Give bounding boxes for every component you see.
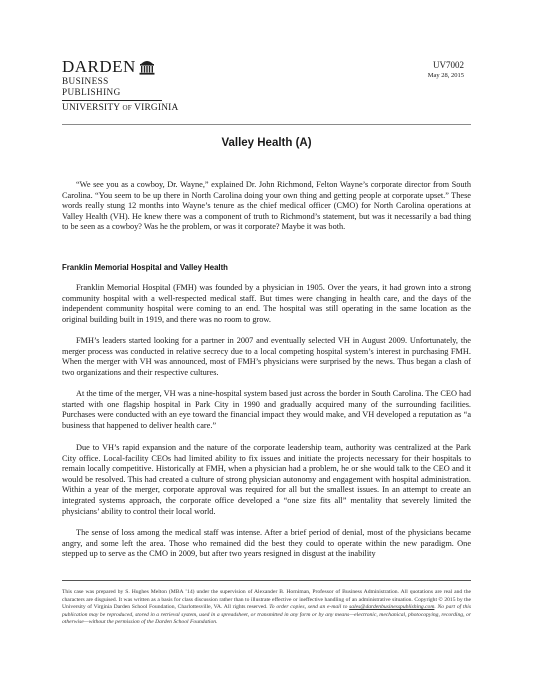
paragraph-fmh-founding: Franklin Memorial Hospital (FMH) was founded by a physician in 1905. Over the years, it had grown into a strong community hospital with a well-respected medical staff. But times were changing in health care, and the days of the independent community hospital were coming to an end. The hospital was still operating in the same location as the original building built in 1919, and there was no room to grow. <box>62 283 471 324</box>
document-number: UV7002 <box>433 60 464 70</box>
section-heading: Franklin Memorial Hospital and Valley Health <box>62 263 228 272</box>
paragraph-intro: “We see you as a cowboy, Dr. Wayne,” explained Dr. John Richmond, Felton Wayne’s corporate director from South Carolina. “You seem to be up there in North Carolina doing your own thing and getting people at corporate upset.” These words really stung 12 months into Wayne’s tenure as the chief medical officer (CMO) for North Carolina operations at Valley Health (VH). He knew there was a component of truth to Richmond’s statement, but was it necessarily a bad thing to be seen as a cowboy? Was he the problem, or was it corporate? Maybe it was both. <box>62 180 471 232</box>
page-title: Valley Health (A) <box>221 137 312 149</box>
logo-university-of-virginia: UNIVERSITY of VIRGINIA <box>62 103 179 113</box>
header-divider <box>62 124 471 125</box>
paragraph-loss: The sense of loss among the medical staff was intense. After a brief period of denial, most of the physicians became angry, and some left the area. Those who remained did the best they could to operate within the new paradigm. One stepped up to serve as the CMO in 2009, but after two years resigned in disgust at the inability <box>62 528 471 559</box>
paragraph-vh-system: At the time of the merger, VH was a nine-hospital system based just across the border in South Carolina. The CEO had started with one flagship hospital in Park City in 1990 and gradually acquired many of the surrounding facilities. Purchases were conducted with an eye toward the financial impact they would make, and VH developed a reputation as “a business that happened to deliver health care.” <box>62 389 471 430</box>
footer-divider <box>62 580 471 581</box>
document-id-block <box>428 60 464 80</box>
footer-email-link[interactable]: sales@dardenbusinesspublishing.com <box>349 604 435 611</box>
document-date: May 28, 2015 <box>427 72 464 79</box>
paragraph-merger: FMH’s leaders started looking for a partner in 2007 and eventually selected VH in August 2009. Unfortunately, the merger process was conducted in relative secrecy due to a local competing hospital system’s interest in purchasing FMH. When the merger with VH was announced, most of FMH’s physicians were surprised by the news. Thus began a clash of two organizations and their respective cultures. <box>62 336 471 377</box>
footer-rights-text: . No part of this publication may be reproduced, stored in a retrieval system, used in a spreadsheet, or transmitted in any form or by any means—electronic, mechanical, photocopying, recording, or otherwise—without the permission of the Darden School Foundation. <box>62 604 471 626</box>
darden-logo <box>62 57 179 114</box>
footer-order-text: To order copies, send an e-mail to <box>269 604 348 611</box>
footer-copyright <box>62 589 471 627</box>
paragraph-centralization: Due to VH’s rapid expansion and the nature of the corporate leadership team, authority was centralized at the Park City office. Local-facility CEOs had limited ability to fix issues and initiate the projects necessary for their hospitals to remain locally competitive. Historically at FMH, when a physician had a problem, he or she would talk to the CEO and it would be resolved. This had created a culture of strong physician autonomy and engagement with hospital administration. Within a year of the merger, corporate approval was required for all but the smallest issues. In an attempt to create an integrated systems approach, the corporate office developed a “one size fits all” mentality that severely limited the physicians’ ability to control their local world. <box>62 443 471 516</box>
logo-divider <box>62 100 162 101</box>
logo-business-publishing: BUSINESS PUBLISHING <box>62 76 121 97</box>
footer-text: This case was prepared by S. Hughes Melton (MBA ’14) under the supervision of Alexander B. Horniman, Professor of Business Administration. All quotations are real and the characters are disguised. It was written as a basis for class discussion rather than to illustrate effective or ineffective handling of an administrative situation. Copyright © 2015 by the University of Virginia Darden School Foundation, Charlottesville, VA. All rights reserved. <box>62 589 471 611</box>
rotunda-building-icon <box>139 58 155 75</box>
logo-darden-text: DARDEN <box>62 57 136 76</box>
